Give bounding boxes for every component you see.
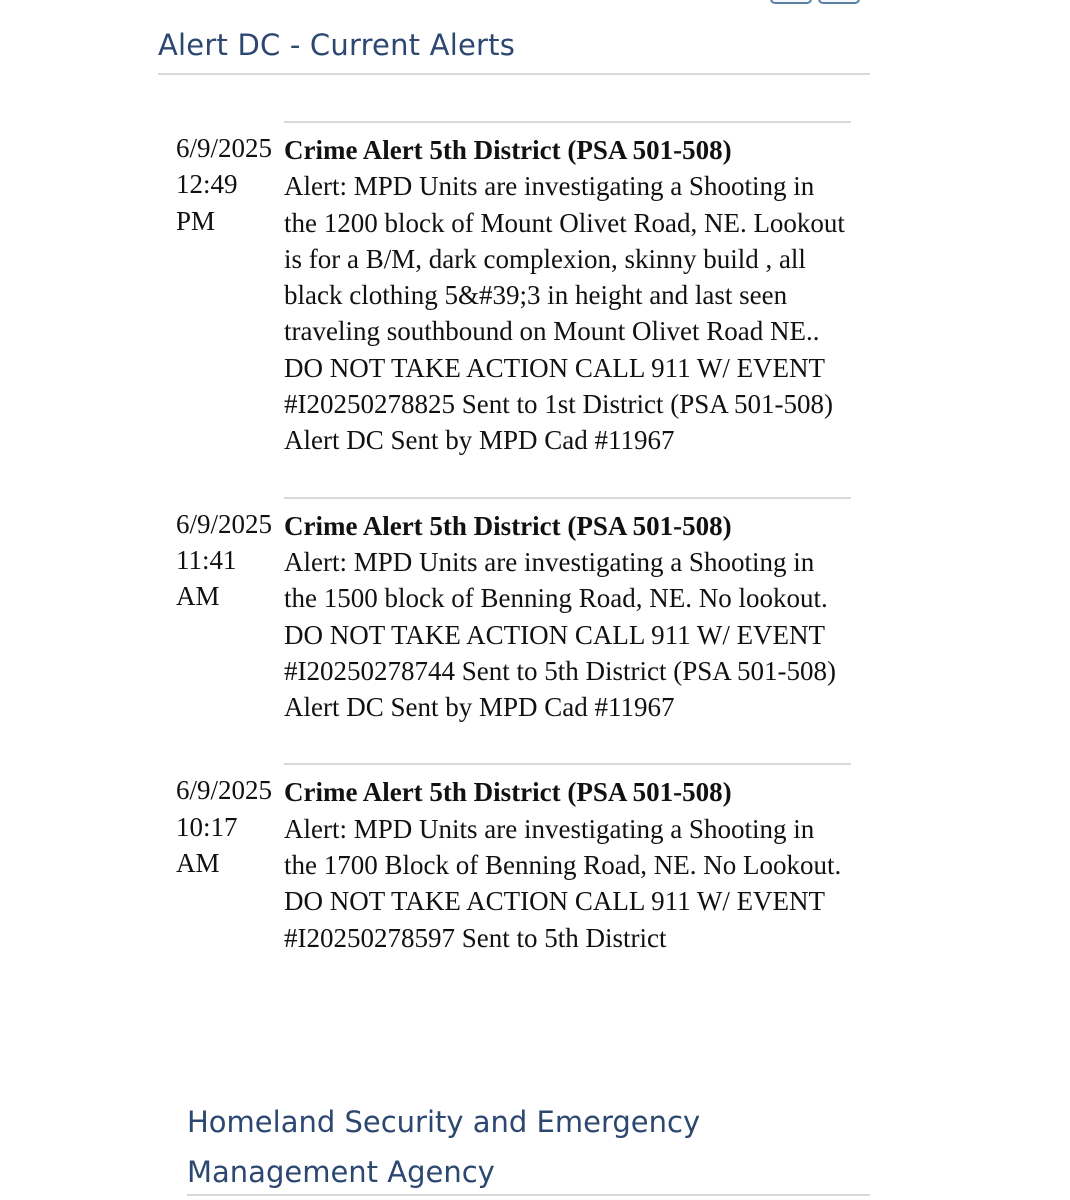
alert-body xyxy=(284,763,851,955)
alert-ampm: AM xyxy=(176,581,220,612)
alert-text: Alert: MPD Units are investigating a Shooting in the 1500 block of Benning Road, NE. No lookout. DO NOT TAKE ACTION CALL 911 W/ EVENT #I20250278744 Sent to 5th District (PSA 501-508) Alert DC Sent by MPD Cad #11967 xyxy=(284,546,836,723)
title-divider xyxy=(158,73,870,75)
alert-time: 10:17 xyxy=(176,811,238,842)
alert-date: 6/9/2025 xyxy=(176,133,273,163)
alert-ampm: AM xyxy=(176,848,220,879)
alert-body xyxy=(284,497,851,726)
alert-date: 6/9/2025 xyxy=(176,775,273,806)
alert-heading: Crime Alert 5th District (PSA 501-508) xyxy=(284,135,732,165)
alert-timestamp xyxy=(176,121,284,239)
page-title: Alert DC - Current Alerts xyxy=(158,28,516,62)
alert-item xyxy=(176,121,856,459)
alert-item xyxy=(176,497,856,726)
alert-time: 12:49 xyxy=(176,169,238,200)
alert-text: Alert: MPD Units are investigating a Shooting in the 1200 block of Mount Olivet Road, NE. Lookout is for a B/M, dark complexion, skinny build , all black clothing 5&#39;3 in height and last seen traveling southbound on Mount Olivet Road NE.. DO NOT TAKE ACTION CALL 911 W/ EVENT #I20250278825 Sent to 1st District (PSA 501-508) Alert DC Sent by MPD Cad #11967 xyxy=(284,171,845,456)
alert-time: 11:41 xyxy=(176,544,237,575)
alert-timestamp xyxy=(176,763,284,881)
toolbar-button-left[interactable] xyxy=(770,0,812,4)
top-toolbar xyxy=(770,0,860,4)
alerts-list xyxy=(176,121,856,956)
alert-body xyxy=(284,121,851,459)
alert-heading: Crime Alert 5th District (PSA 501-508) xyxy=(284,777,732,808)
agency-divider xyxy=(187,1194,870,1196)
alert-item xyxy=(176,763,856,955)
toolbar-button-right[interactable] xyxy=(818,0,860,4)
alert-timestamp xyxy=(176,497,284,615)
alert-text: Alert: MPD Units are investigating a Shooting in the 1700 Block of Benning Road, NE. No Lookout. DO NOT TAKE ACTION CALL 911 W/ EVENT #I20250278597 Sent to 5th District xyxy=(284,813,842,953)
alert-heading: Crime Alert 5th District (PSA 501-508) xyxy=(284,510,732,541)
agency-link[interactable]: Homeland Security and Emergency Management Agency xyxy=(187,1105,701,1189)
alert-ampm: PM xyxy=(176,205,216,236)
alert-date: 6/9/2025 xyxy=(176,508,273,539)
